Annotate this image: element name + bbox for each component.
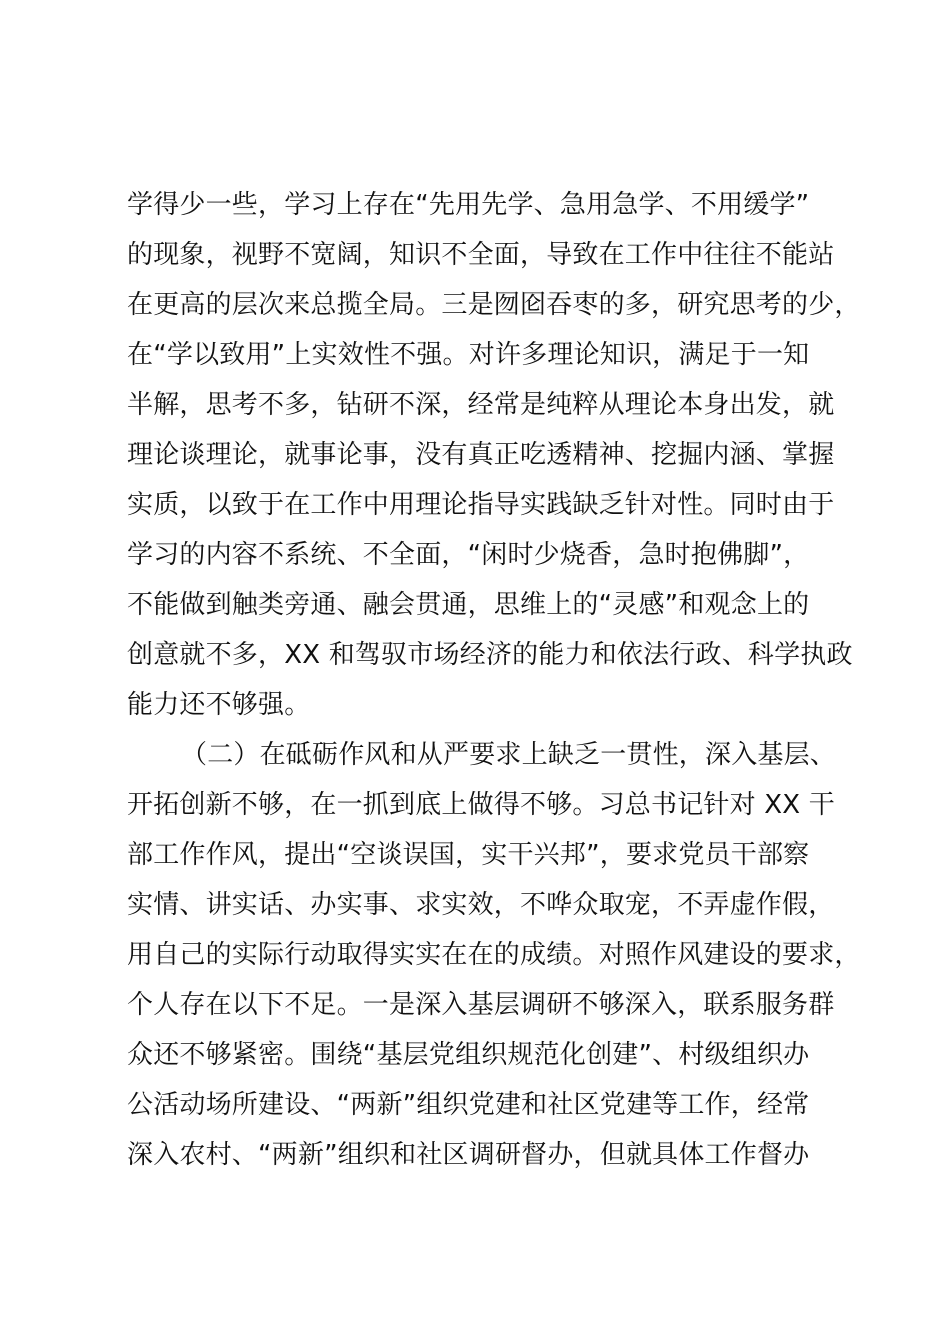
text-line: 部工作作风，提出“空谈误国，实干兴邦”，要求党员干部察 xyxy=(127,840,810,870)
text-line: 学习的内容不系统、不全面，“闲时少烧香，急时抱佛脚”， xyxy=(127,540,810,570)
text-line: 学得少一些，学习上存在“先用先学、急用急学、不用缓学” xyxy=(127,190,810,220)
section-heading-line: （二）在砥砺作风和从严要求上缺乏一贯性，深入基层、 xyxy=(181,740,837,770)
text-line: 公活动场所建设、“两新”组织党建和社区党建等工作，经常 xyxy=(127,1090,810,1120)
text-line: 能力还不够强。 xyxy=(127,690,311,720)
text-line: 深入农村、“两新”组织和社区调研督办，但就具体工作督办 xyxy=(127,1140,810,1170)
text-line: 在更高的层次来总揽全局。三是囫囵吞枣的多，研究思考的少， xyxy=(127,290,861,320)
text-line: 实质，以致于在工作中用理论指导实践缺乏针对性。同时由于 xyxy=(127,490,835,520)
text-line: 半解，思考不多，钻研不深，经常是纯粹从理论本身出发，就 xyxy=(127,390,835,420)
text-line: 的现象，视野不宽阔，知识不全面，导致在工作中往往不能站 xyxy=(127,240,835,270)
text-line: 实情、讲实话、办实事、求实效，不哗众取宠，不弄虚作假， xyxy=(127,890,835,920)
text-line: 开拓创新不够，在一抓到底上做得不够。习总书记针对 XX 干 xyxy=(127,790,835,820)
text-line: 个人存在以下不足。一是深入基层调研不够深入，联系服务群 xyxy=(127,990,835,1020)
text-line: 理论谈理论，就事论事，没有真正吃透精神、挖掘内涵、掌握 xyxy=(127,440,835,470)
text-line: 创意就不多，XX 和驾驭市场经济的能力和依法行政、科学执政 xyxy=(127,640,853,670)
text-line: 众还不够紧密。围绕“基层党组织规范化创建”、村级组织办 xyxy=(127,1040,810,1070)
text-line: 不能做到触类旁通、融会贯通，思维上的“灵感”和观念上的 xyxy=(127,590,810,620)
paragraph-work-style-section xyxy=(127,730,861,1180)
text-line: 用自己的实际行动取得实实在在的成绩。对照作风建设的要求， xyxy=(127,940,861,970)
paragraph-learning-shortcomings xyxy=(127,180,861,730)
text-line: 在“学以致用”上实效性不强。对许多理论知识，满足于一知 xyxy=(127,340,810,370)
